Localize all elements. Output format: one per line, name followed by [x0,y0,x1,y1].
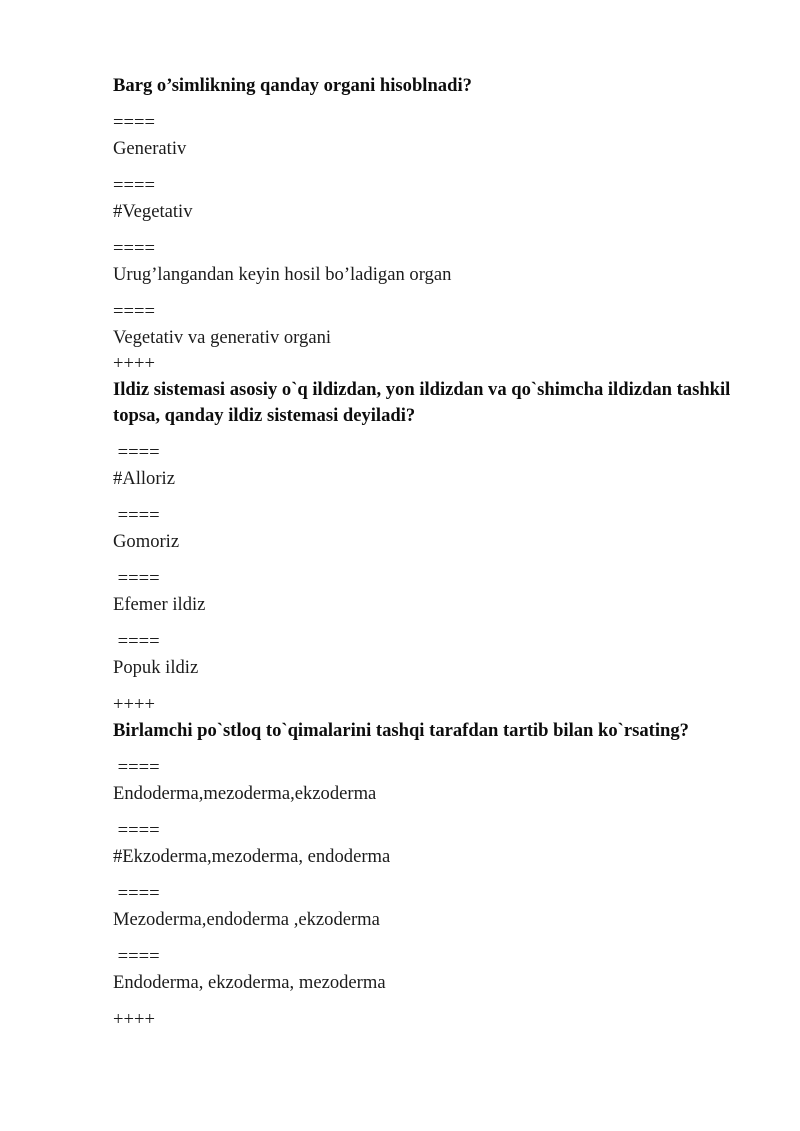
answer-separator: ==== [113,238,155,259]
answer-separator: ==== [113,757,160,778]
answer-option: Generativ [113,138,187,159]
answer-option: Endoderma, ekzoderma, mezoderma [113,972,386,993]
answer-option: #Alloriz [113,468,175,489]
answer-separator: ==== [113,442,160,463]
answer-separator: ==== [113,631,160,652]
question-end-marker: ++++ [113,353,155,374]
answer-option: Efemer ildiz [113,594,206,615]
answer-separator: ==== [113,820,160,841]
question-text: Birlamchi po`stloq to`qimalarini tashqi tarafdan tartib bilan ko`rsating? [113,720,689,741]
question-text: Ildiz sistemasi asosiy o`q ildizdan, yon ildizdan va qo`shimcha ildizdan tashkil topsa, qanday ildiz sistemasi deyiladi? [113,379,736,426]
answer-option: #Vegetativ [113,201,193,222]
answer-option: Vegetativ va generativ organi [113,327,332,348]
answer-separator: ==== [113,568,160,589]
question-end-marker: ++++ [113,694,155,715]
answer-separator: ==== [113,175,155,196]
question-end-marker: ++++ [113,1009,155,1030]
answer-separator: ==== [113,505,160,526]
answer-separator: ==== [113,946,160,967]
answer-option: Urug’langandan keyin hosil bo’ladigan organ [113,264,452,285]
answer-option: Gomoriz [113,531,180,552]
answer-separator: ==== [113,883,160,904]
answer-option: Popuk ildiz [113,657,199,678]
answer-separator: ==== [113,112,155,133]
answer-separator: ==== [113,301,155,322]
answer-option: Mezoderma,endoderma ,ekzoderma [113,909,380,930]
answer-option: #Ekzoderma,mezoderma, endoderma [113,846,391,867]
question-text: Barg o’simlikning qanday organi hisoblnadi? [113,75,472,96]
answer-option: Endoderma,mezoderma,ekzoderma [113,783,377,804]
